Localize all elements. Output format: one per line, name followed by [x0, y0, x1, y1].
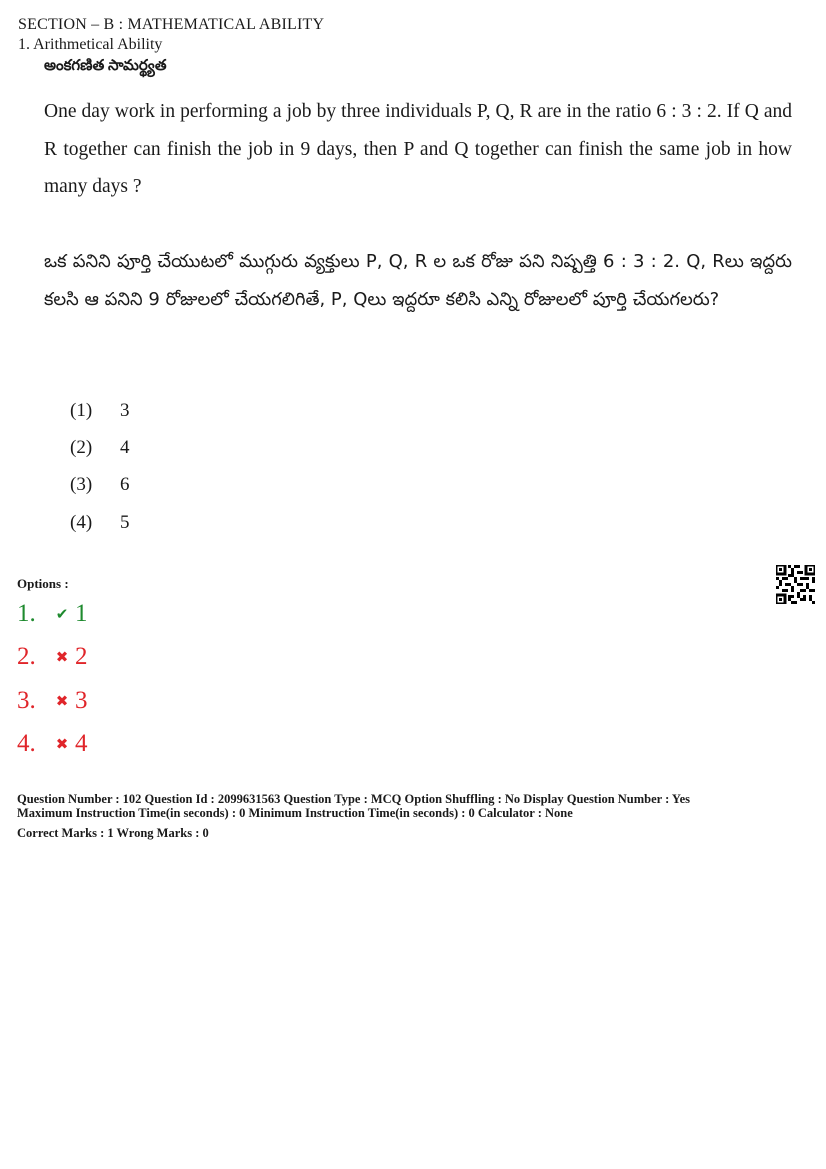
- question-text-english: One day work in performing a job by three individuals P, Q, R are in the ratio 6 : 3 : 2. If Q and R together can finish the job in 9 days, then P and Q together can finish the same job in how many days ?: [44, 101, 792, 197]
- section-title: SECTION – B : MATHEMATICAL ABILITY: [18, 16, 325, 33]
- choice-3: [70, 467, 130, 504]
- option-value: 1: [75, 599, 88, 627]
- question-meta-line-2: Maximum Instruction Time(in seconds) : 0 Minimum Instruction Time(in seconds) : 0 Calculator : None: [17, 806, 573, 820]
- choice-4: [70, 504, 130, 541]
- option-index: 2.: [17, 643, 36, 671]
- subsection-title-telugu: అంకగణిత సామర్థ్యత: [44, 58, 167, 74]
- question-meta-line-1: Question Number : 102 Question Id : 2099631563 Question Type : MCQ Option Shuffling : No Display Question Number : Yes: [17, 792, 690, 806]
- subsection-title: 1. Arithmetical Ability: [18, 36, 163, 53]
- option-index: 4.: [17, 730, 36, 758]
- qr-code-icon: [776, 565, 815, 604]
- option-index: 1.: [17, 599, 36, 627]
- option-index: 3.: [17, 686, 36, 714]
- options-label: Options :: [17, 576, 69, 591]
- choice-number: (3): [70, 474, 93, 496]
- question-marks-line: Correct Marks : 1 Wrong Marks : 0: [17, 826, 209, 840]
- option-3: [17, 679, 88, 723]
- choice-text: 4: [120, 436, 130, 458]
- choice-2: [70, 429, 130, 466]
- cross-icon: ✖: [55, 648, 69, 667]
- choice-number: (2): [70, 436, 93, 458]
- option-2: [17, 636, 88, 680]
- choice-1: [70, 392, 130, 429]
- choice-number: (1): [70, 399, 93, 421]
- cross-icon: ✖: [55, 735, 69, 754]
- choice-text: 6: [120, 474, 130, 496]
- choice-text: 3: [120, 399, 130, 421]
- option-4: [17, 723, 88, 767]
- cross-icon: ✖: [55, 691, 69, 710]
- choice-number: (4): [70, 511, 93, 533]
- options-list: [17, 592, 88, 766]
- choice-text: 5: [120, 511, 130, 533]
- option-value: 3: [75, 686, 88, 714]
- question-text-telugu: ఒక పనిని పూర్తి చేయుటలో ముగ్గురు వ్యక్తులు P, Q, R ల ఒక రోజు పని నిష్పత్తి 6 : 3 : 2. Q, Rలు ఇద్దరు కలసి ఆ పనిని 9 రోజులలో చేయగలిగితే, P, Qలు ఇద్దరూ కలిసి ఎన్ని రోజులలో పూర్తి చేయగలరు?: [44, 251, 792, 310]
- answer-choices: [70, 392, 130, 541]
- option-value: 2: [75, 643, 88, 671]
- option-1: [17, 592, 88, 636]
- option-value: 4: [75, 730, 88, 758]
- check-icon: ✔: [55, 604, 69, 623]
